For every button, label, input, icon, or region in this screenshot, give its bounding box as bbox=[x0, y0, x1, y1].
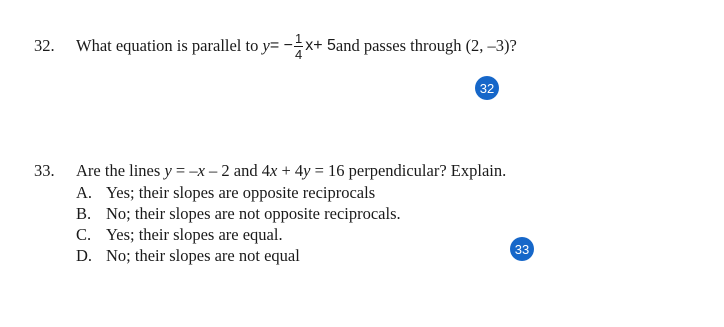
equation-variable-y: y bbox=[262, 36, 270, 55]
stem-variable: x bbox=[197, 161, 205, 180]
choice-text: Yes; their slopes are equal. bbox=[106, 225, 283, 244]
choice-text: No; their slopes are not equal bbox=[106, 246, 300, 265]
stem-part: – 2 and 4 bbox=[204, 161, 270, 180]
stem-variable: y bbox=[164, 161, 172, 180]
question-number: 32. bbox=[34, 36, 55, 55]
choice-letter: C. bbox=[76, 225, 92, 244]
choice-text: No; their slopes are not opposite reciprocals. bbox=[106, 204, 401, 223]
choice-text: Yes; their slopes are opposite reciprocals bbox=[106, 183, 376, 202]
stem-variable: y bbox=[303, 161, 311, 180]
stem-variable: x bbox=[269, 161, 278, 180]
answer-choice-a[interactable] bbox=[76, 182, 506, 203]
question-32-line bbox=[34, 26, 517, 66]
choice-letter: B. bbox=[76, 204, 92, 223]
question-32 bbox=[34, 26, 517, 66]
stem-part: = – bbox=[171, 161, 198, 180]
question-marker-badge[interactable]: 32 bbox=[475, 76, 499, 100]
answer-choice-b[interactable] bbox=[76, 203, 506, 224]
equation-equals: = − bbox=[269, 37, 293, 54]
choice-letter: D. bbox=[76, 246, 93, 265]
equation-variable-x: x bbox=[305, 37, 314, 54]
answer-choice-d[interactable] bbox=[76, 245, 506, 266]
stem-part: Are the lines bbox=[76, 161, 165, 180]
question-number: 33. bbox=[34, 161, 55, 180]
answer-choices bbox=[76, 182, 506, 266]
question-33 bbox=[34, 160, 506, 266]
stem-part: + 4 bbox=[277, 161, 304, 180]
equation-tail: + 5 bbox=[313, 37, 336, 54]
answer-choice-c[interactable] bbox=[76, 224, 506, 245]
stem-part: = 16 perpendicular? Explain. bbox=[310, 161, 507, 180]
question-marker-badge[interactable]: 33 bbox=[510, 237, 534, 261]
question-33-stem bbox=[34, 160, 506, 182]
choice-letter: A. bbox=[76, 183, 93, 202]
equation-fraction bbox=[294, 31, 303, 62]
question-text: What equation is parallel to bbox=[76, 36, 259, 55]
question-text-after: and passes through (2, –3)? bbox=[335, 36, 517, 55]
fraction-numerator: 1 bbox=[294, 30, 303, 46]
fraction-denominator: 4 bbox=[294, 46, 303, 62]
